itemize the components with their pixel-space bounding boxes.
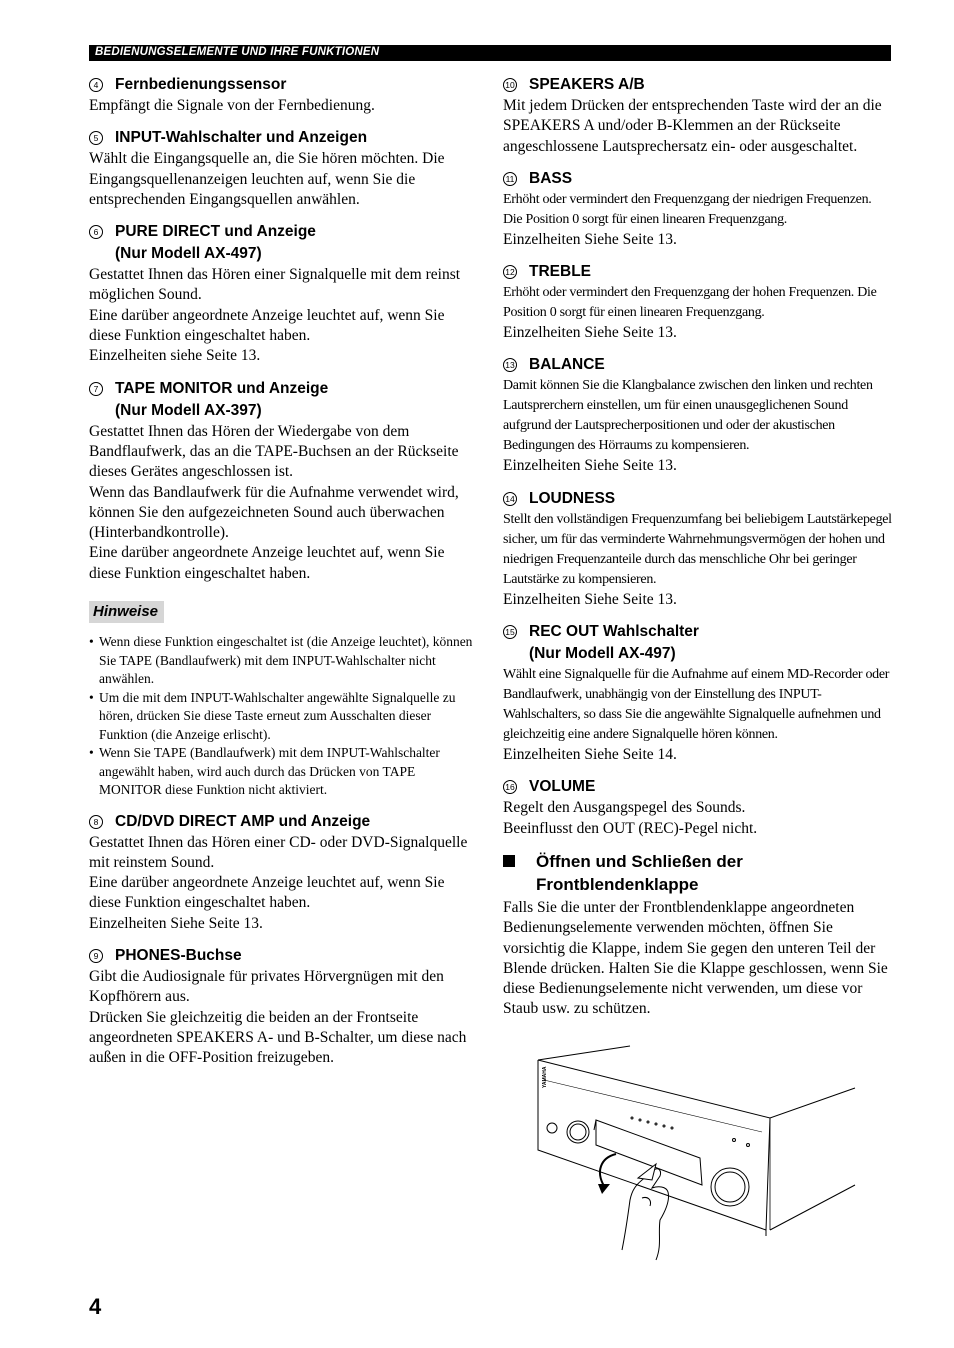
brand-logo-text: YAMAHA [542,1066,548,1088]
item-body: Eine darüber angeordnete Anzeige leuchtet auf, wenn Sie diese Funktion eingeschaltet haben. [89,544,445,582]
left-column [89,74,474,1080]
item-body-small: Stellt den vollständigen Frequenzumfang bei beliebigem Lautstärkepegel sicher, um für das verminderte Wahrnehmungsvermögen der hohen und niedrigen Frequenzanteile durch das menschliche Ohr bei geringer Lautstärke zu kompensieren. [503,511,892,587]
item-balance [503,354,893,476]
item-body: Drücken Sie gleichzeitig die beiden an der Frontseite angeordneten SPEAKERS A- und B-Schalter, um diese nach außen in die OFF-Position freizugeben. [89,1008,467,1067]
item-treble [503,261,893,343]
item-title: PURE DIRECT und Anzeige [115,223,316,241]
item-body: Gestattet Ihnen das Hören einer Signalquelle mit dem reinst möglichen Sound. [89,266,461,304]
section-body: Falls Sie die unter der Frontblendenklappe angeordneten Bedienungselemente verwenden möchten, öffnen Sie vorsichtig die Klappe, indem Sie gegen den unteren Teil der Blende drücken. Halten Sie die Klappe geschlossen, wenn Sie diese Bedienungselemente nicht verwenden, um diese vor Staub usw. zu schützen. [503,898,888,1018]
item-body: Gibt die Audiosignale für privates Hörvergnügen mit den Kopfhörern aus. [89,968,444,1006]
item-title: TREBLE [529,263,591,281]
section-title: Öffnen und Schließen der [536,851,743,871]
item-body-small: Erhöht oder vermindert den Frequenzgang der hohen Frequenzen. Die Position 0 sorgt für einen linearen Frequenzgang. [503,285,877,321]
item-cd-dvd-direct [89,811,474,934]
section-header-bar [89,45,891,61]
item-body: Wenn das Bandlaufwerk für die Aufnahme verwendet wird, können Sie den aufgezeichneten Sound auch überwachen (Hinterbandkontrolle). [89,483,459,542]
page-number: 4 [89,1294,102,1319]
item-body: Eine darüber angeordnete Anzeige leuchtet auf, wenn Sie diese Funktion eingeschaltet haben. [89,306,445,345]
note-item: • Um die mit dem INPUT-Wahlschalter angewählte Signalquelle zu hören, drücken Sie diese Taste erneut zum Ausschalten dieser Funktion (die Anzeige erlischt). [89,689,474,745]
item-number-icon: 14 [503,492,517,506]
item-body: Einzelheiten Siehe Seite 13. [503,590,677,608]
item-title: SPEAKERS A/B [529,76,645,93]
section-title-line2: Frontblendenklappe [536,874,699,894]
item-input-wahlschalter [89,127,474,210]
item-body: Empfängt die Signale von der Fernbedienung. [89,97,375,114]
item-body: Einzelheiten Siehe Seite 13. [503,324,677,342]
item-fernbedienungssensor [89,74,474,116]
item-title: CD/DVD DIRECT AMP und Anzeige [115,812,371,830]
item-title: Fernbedienungssensor [115,76,287,93]
item-subtitle: (Nur Modell AX-397) [115,401,262,419]
item-body: Wählt die Eingangsquelle an, die Sie hören möchten. Die Eingangsquellenanzeigen leuchten auf, wenn Sie die entsprechenden Eingangsquellen anwählen. [89,150,445,208]
right-column [503,74,893,1020]
receiver-front-panel-illustration [530,1040,860,1270]
arrow-head-icon [598,1184,610,1194]
item-body: Einzelheiten siehe Seite 13. [89,347,261,365]
item-speakers-ab [503,74,893,157]
section-heading [503,850,893,896]
item-number-icon: 12 [503,265,517,279]
item-number-icon: 4 [89,78,103,92]
item-body: Gestattet Ihnen das Hören der Wiedergabe von dem Bandflaufwerk, das an die TAPE-Buchsen an der Rückseite dieses Gerätes angeschlossen ist. [89,422,459,481]
item-title: BASS [529,169,573,187]
item-number-icon: 11 [503,172,517,186]
item-body-small: Erhöht oder vermindert den Frequenzgang der niedrigen Frequenzen. Die Position 0 sorgt für einen linearen Frequenzgang. [503,191,872,227]
item-rec-out [503,621,893,765]
item-number-icon: 9 [89,949,103,963]
item-title: PHONES-Buchse [115,947,242,965]
hinweise-list [89,633,474,800]
note-item: • Wenn diese Funktion eingeschaltet ist (die Anzeige leuchtet), können Sie TAPE (Bandlaufwerk) mit dem INPUT-Wahlschalter nicht anwählen. [89,633,474,689]
item-number-icon: 8 [89,815,103,829]
item-number-icon: 13 [503,358,517,372]
item-title: VOLUME [529,778,596,796]
item-number-icon: 10 [503,78,517,92]
item-subtitle: (Nur Modell AX-497) [115,245,262,263]
item-tape-monitor [89,378,474,584]
push-arrow-icon [638,1164,656,1180]
item-number-icon: 7 [89,382,103,396]
item-body-small: Damit können Sie die Klangbalance zwischen den linken und rechten Lautsprerchern einstellen, um für einen unausgeglichenen Sound aufgrund der Lautsprecherpositionen und oder der akustischen Bedingungen des Hörraums zu kompensieren. [503,378,873,454]
item-title: BALANCE [529,356,605,374]
item-title: REC OUT Wahlschalter [529,623,699,641]
item-body: Einzelheiten Siehe Seite 13. [503,457,677,475]
item-body: Gestattet Ihnen das Hören einer CD- oder DVD-Signalquelle mit reinstem Sound. [89,833,468,871]
item-body-small: Wählt eine Signalquelle für die Aufnahme auf einem MD-Recorder oder Bandlaufwerk, unabhängig von der Einstellung des INPUT-Wahlschalters, so dass Sie die angewählte Signalquelle aufnehmen und gleichzeitig eine andere Signalquelle hören können. [503,667,890,743]
square-bullet-icon [503,855,515,867]
item-pure-direct [89,221,474,366]
item-body: Eine darüber angeordnete Anzeige leuchtet auf, wenn Sie diese Funktion eingeschaltet haben. [89,874,445,912]
item-number-icon: 16 [503,780,517,794]
item-body: Beeinflusst den OUT (REC)-Pegel nicht. [503,819,758,837]
item-body: Regelt den Ausgangspegel des Sounds. [503,799,746,817]
item-loudness [503,488,893,610]
item-body: Einzelheiten Siehe Seite 14. [503,746,677,764]
note-item: • Wenn Sie TAPE (Bandlaufwerk) mit dem INPUT-Wahlschalter angewählt haben, wird auch durch das Drücken von TAPE MONITOR diese Funktion nicht aktiviert. [89,744,474,800]
item-number-icon: 15 [503,625,517,639]
section-header-title: BEDIENUNGSELEMENTE UND IHRE FUNKTIONEN [95,46,380,58]
item-body: Einzelheiten Siehe Seite 13. [503,230,677,248]
item-number-icon: 5 [89,131,103,145]
item-body: Einzelheiten Siehe Seite 13. [89,914,263,932]
item-title: TAPE MONITOR und Anzeige [115,379,329,397]
item-number-icon: 6 [89,225,103,239]
item-body: Mit jedem Drücken der entsprechenden Taste wird der an die SPEAKERS A und/oder B-Klemmen an der Rückseite angeschlossene Lautsprechersatz ein- oder ausgeschaltet. [503,97,882,155]
item-phones-buchse [89,945,474,1068]
item-title: LOUDNESS [529,489,616,507]
item-subtitle: (Nur Modell AX-497) [529,645,676,663]
hinweise-label: Hinweise [89,601,164,623]
item-volume [503,776,893,839]
item-bass [503,168,893,250]
item-title: INPUT-Wahlschalter und Anzeigen [115,129,368,147]
